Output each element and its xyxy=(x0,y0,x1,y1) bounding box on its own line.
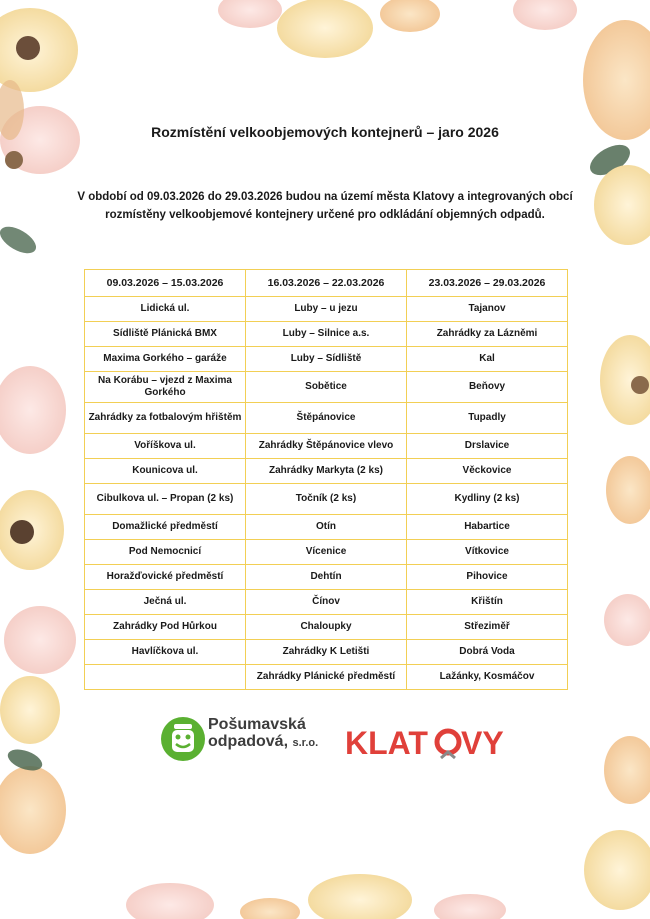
table-cell: Havlíčkova ul. xyxy=(85,640,246,665)
flower-top-center xyxy=(277,0,373,58)
table-row xyxy=(85,403,568,434)
table-cell: Domažlické předměstí xyxy=(85,515,246,540)
table-cell: Lažánky, Kosmáčov xyxy=(407,665,568,690)
table-cell: Zahrádky Pod Hůrkou xyxy=(85,615,246,640)
klatovy-logo-prefix: KLAT xyxy=(345,725,428,761)
table-cell: Kydliny (2 ks) xyxy=(407,484,568,515)
table-cell: Sídliště Plánická BMX xyxy=(85,322,246,347)
header-week-2: 16.03.2026 – 22.03.2026 xyxy=(246,270,407,297)
klatovy-logo xyxy=(345,722,505,762)
table-cell: Zahrádky Plánické předměstí xyxy=(246,665,407,690)
table-cell: Otín xyxy=(246,515,407,540)
table-row xyxy=(85,640,568,665)
table-cell: Cibulkova ul. – Propan (2 ks) xyxy=(85,484,246,515)
posumavska-odpadova-logo xyxy=(160,712,340,768)
table-cell: Habartice xyxy=(407,515,568,540)
flower-bottom-center xyxy=(308,874,412,919)
table-row xyxy=(85,565,568,590)
schedule-table xyxy=(84,269,568,690)
flower-bottom-right xyxy=(584,830,650,910)
table-cell: Křištín xyxy=(407,590,568,615)
flower-left-upper xyxy=(0,106,80,174)
table-cell: Luby – Silnice a.s. xyxy=(246,322,407,347)
table-cell: Luby – Sídliště xyxy=(246,347,407,372)
table-row xyxy=(85,615,568,640)
table-cell: Vícenice xyxy=(246,540,407,565)
table-cell: Drslavice xyxy=(407,434,568,459)
table-cell: Dobrá Voda xyxy=(407,640,568,665)
table-cell: Beňovy xyxy=(407,372,568,403)
table-cell: Ječná ul. xyxy=(85,590,246,615)
header-week-3: 23.03.2026 – 29.03.2026 xyxy=(407,270,568,297)
table-row xyxy=(85,459,568,484)
table-cell: Tupadly xyxy=(407,403,568,434)
leaf-bottom-left xyxy=(0,766,66,854)
table-cell: Zahrádky K Letišti xyxy=(246,640,407,665)
table-row xyxy=(85,297,568,322)
table-cell: Lidická ul. xyxy=(85,297,246,322)
table-cell: Sobětice xyxy=(246,372,407,403)
table-row xyxy=(85,590,568,615)
table-cell: Tajanov xyxy=(407,297,568,322)
table-cell: Pod Nemocnicí xyxy=(85,540,246,565)
table-row xyxy=(85,515,568,540)
table-cell: Na Korábu – vjezd z Maxima Gorkého xyxy=(85,372,246,403)
table-cell: Točník (2 ks) xyxy=(246,484,407,515)
recycling-mascot-icon xyxy=(160,716,206,762)
table-row xyxy=(85,347,568,372)
table-cell: Čínov xyxy=(246,590,407,615)
table-cell: Věckovice xyxy=(407,459,568,484)
table-cell: Dehtín xyxy=(246,565,407,590)
table-cell: Pihovice xyxy=(407,565,568,590)
table-row xyxy=(85,540,568,565)
table-cell: Horažďovické předměstí xyxy=(85,565,246,590)
company-suffix: s.r.o. xyxy=(292,737,319,749)
sunflower-left xyxy=(0,490,64,570)
company-name-line1: Pošumavská xyxy=(208,716,306,733)
flower-top-left xyxy=(0,8,78,92)
klatovy-logo-suffix: VY xyxy=(461,725,504,761)
page-title: Rozmístění velkoobjemových kontejnerů – jaro 2026 xyxy=(151,124,499,140)
logos-area xyxy=(0,712,650,768)
klatovy-logo-o-mark xyxy=(437,731,459,758)
flower-top-right xyxy=(583,20,650,140)
table-cell: Zahrádky za fotbalovým hřištěm xyxy=(85,403,246,434)
table-cell: Vítkovice xyxy=(407,540,568,565)
flower-right-middle xyxy=(600,335,650,425)
table-cell: Kounicova ul. xyxy=(85,459,246,484)
header-week-1: 09.03.2026 – 15.03.2026 xyxy=(85,270,246,297)
table-cell: Střeziměř xyxy=(407,615,568,640)
table-cell: Štěpánovice xyxy=(246,403,407,434)
table-cell: Chaloupky xyxy=(246,615,407,640)
table-cell xyxy=(85,665,246,690)
table-cell: Luby – u jezu xyxy=(246,297,407,322)
company-name-line2: odpadová, xyxy=(208,733,289,750)
table-row xyxy=(85,322,568,347)
table-cell: Zahrádky Markyta (2 ks) xyxy=(246,459,407,484)
table-cell: Zahrádky Štěpánovice vlevo xyxy=(246,434,407,459)
intro-paragraph: V období od 09.03.2026 do 29.03.2026 budou na území města Klatovy a integrovaných obcí rozmístěny velkoobjemové kontejnery určené pro odkládání objemných odpadů. xyxy=(77,191,573,221)
table-row xyxy=(85,665,568,690)
table-row xyxy=(85,484,568,515)
company-name xyxy=(208,716,318,752)
table-row xyxy=(85,372,568,403)
table-cell: Maxima Gorkého – garáže xyxy=(85,347,246,372)
table-header-row xyxy=(85,270,568,297)
table-cell: Voříškova ul. xyxy=(85,434,246,459)
table-row xyxy=(85,434,568,459)
table-cell: Zahrádky za Lázněmi xyxy=(407,322,568,347)
table-cell: Kal xyxy=(407,347,568,372)
